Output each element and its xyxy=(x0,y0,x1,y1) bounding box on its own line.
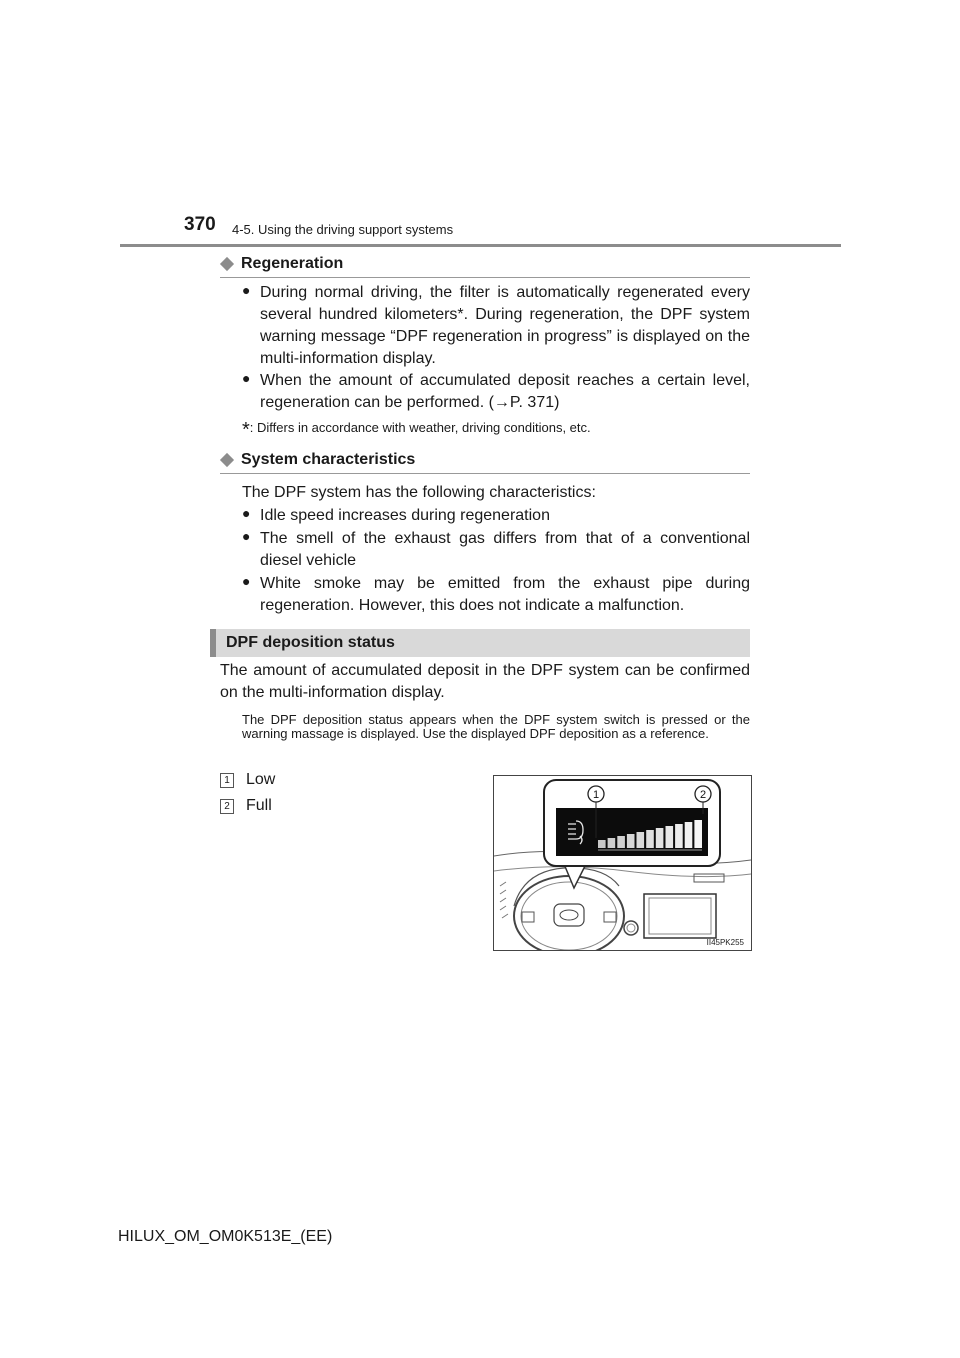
steering-switch xyxy=(604,912,616,922)
list-item-text: White smoke may be emitted from the exhaust pipe during regeneration. However, this does not indicate a malfunction. xyxy=(260,575,750,614)
center-display xyxy=(644,894,716,938)
deposition-bar xyxy=(675,824,683,848)
dash-line xyxy=(494,867,751,877)
section-title: DPF deposition status xyxy=(226,634,395,651)
callout-label: Low xyxy=(246,771,276,788)
callout-circle-1-num: 1 xyxy=(592,789,600,801)
dashboard-illustration xyxy=(494,776,751,950)
deposition-bar xyxy=(617,836,625,848)
footnote xyxy=(242,419,591,442)
callout-number: 2 xyxy=(220,799,234,814)
deposition-bar xyxy=(627,834,635,848)
characteristics-heading-text: System characteristics xyxy=(241,451,416,468)
list-item-text: Idle speed increases during regeneration xyxy=(260,507,550,524)
chapter-title: 4-5. Using the driving support systems xyxy=(232,222,454,237)
regeneration-heading-text: Regeneration xyxy=(241,255,344,272)
list-item-text: The smell of the exhaust gas differs from that of a conventional diesel vehicle xyxy=(260,530,750,569)
list-item xyxy=(242,282,750,370)
deposition-bar xyxy=(608,838,616,848)
list-item xyxy=(242,370,750,414)
figure-code: II45PK255 xyxy=(706,938,744,947)
callout-low xyxy=(220,771,275,789)
deposition-bar xyxy=(685,822,693,848)
list-item-text: When the amount of accumulated deposit reaches a certain level, regeneration can be performed. (→P. 371) xyxy=(260,372,750,411)
characteristics-rule xyxy=(220,473,750,474)
characteristics-intro: The DPF system has the following characteristics: xyxy=(242,484,596,501)
deposition-body: The amount of accumulated deposit in the DPF system can be confirmed on the multi-information display. xyxy=(220,662,750,701)
callout-circle-2-num: 2 xyxy=(699,789,707,801)
list-item xyxy=(242,573,750,617)
vent xyxy=(694,874,724,882)
footnote-star: * xyxy=(242,419,250,441)
deposition-bar xyxy=(666,826,674,848)
callout-label: Full xyxy=(246,797,272,814)
deposition-bar xyxy=(598,840,606,848)
section-header xyxy=(210,629,750,657)
callout-number: 1 xyxy=(220,773,234,788)
bullet-icon: ● xyxy=(242,282,251,298)
knob xyxy=(624,921,638,935)
footer-code: HILUX_OM_OM0K513E_(EE) xyxy=(118,1228,333,1245)
deposition-bar xyxy=(694,820,702,848)
bullet-icon: ● xyxy=(242,528,251,544)
deposition-bar xyxy=(656,828,664,848)
characteristics-heading xyxy=(220,451,415,469)
regeneration-heading xyxy=(220,255,343,273)
section-header-tab xyxy=(210,629,216,657)
bullet-icon: ● xyxy=(242,573,251,589)
deposition-note: The DPF deposition status appears when the DPF system switch is pressed or the warning massage is displayed. Use the displayed DPF deposition as a reference. xyxy=(242,712,750,741)
bullet-icon: ● xyxy=(242,505,251,521)
deposition-bar xyxy=(637,832,645,848)
diamond-icon xyxy=(220,453,234,467)
footnote-text: : Differs in accordance with weather, driving conditions, etc. xyxy=(249,420,591,435)
steering-switch xyxy=(522,912,534,922)
regeneration-rule xyxy=(220,277,750,278)
dpf-illustration xyxy=(493,775,752,951)
callout-full xyxy=(220,797,272,815)
page-number: 370 xyxy=(184,214,216,235)
steering-hub xyxy=(554,904,584,926)
diamond-icon xyxy=(220,257,234,271)
bullet-icon: ● xyxy=(242,370,251,386)
list-item xyxy=(242,505,750,527)
list-item xyxy=(242,528,750,572)
list-item-text: During normal driving, the filter is automatically regenerated every several hundred kilometers*. During regeneration, the DPF system warning message “DPF regeneration in progress” is displayed on the multi-information display. xyxy=(260,284,750,367)
deposition-bar xyxy=(646,830,654,848)
header-rule xyxy=(120,244,841,247)
